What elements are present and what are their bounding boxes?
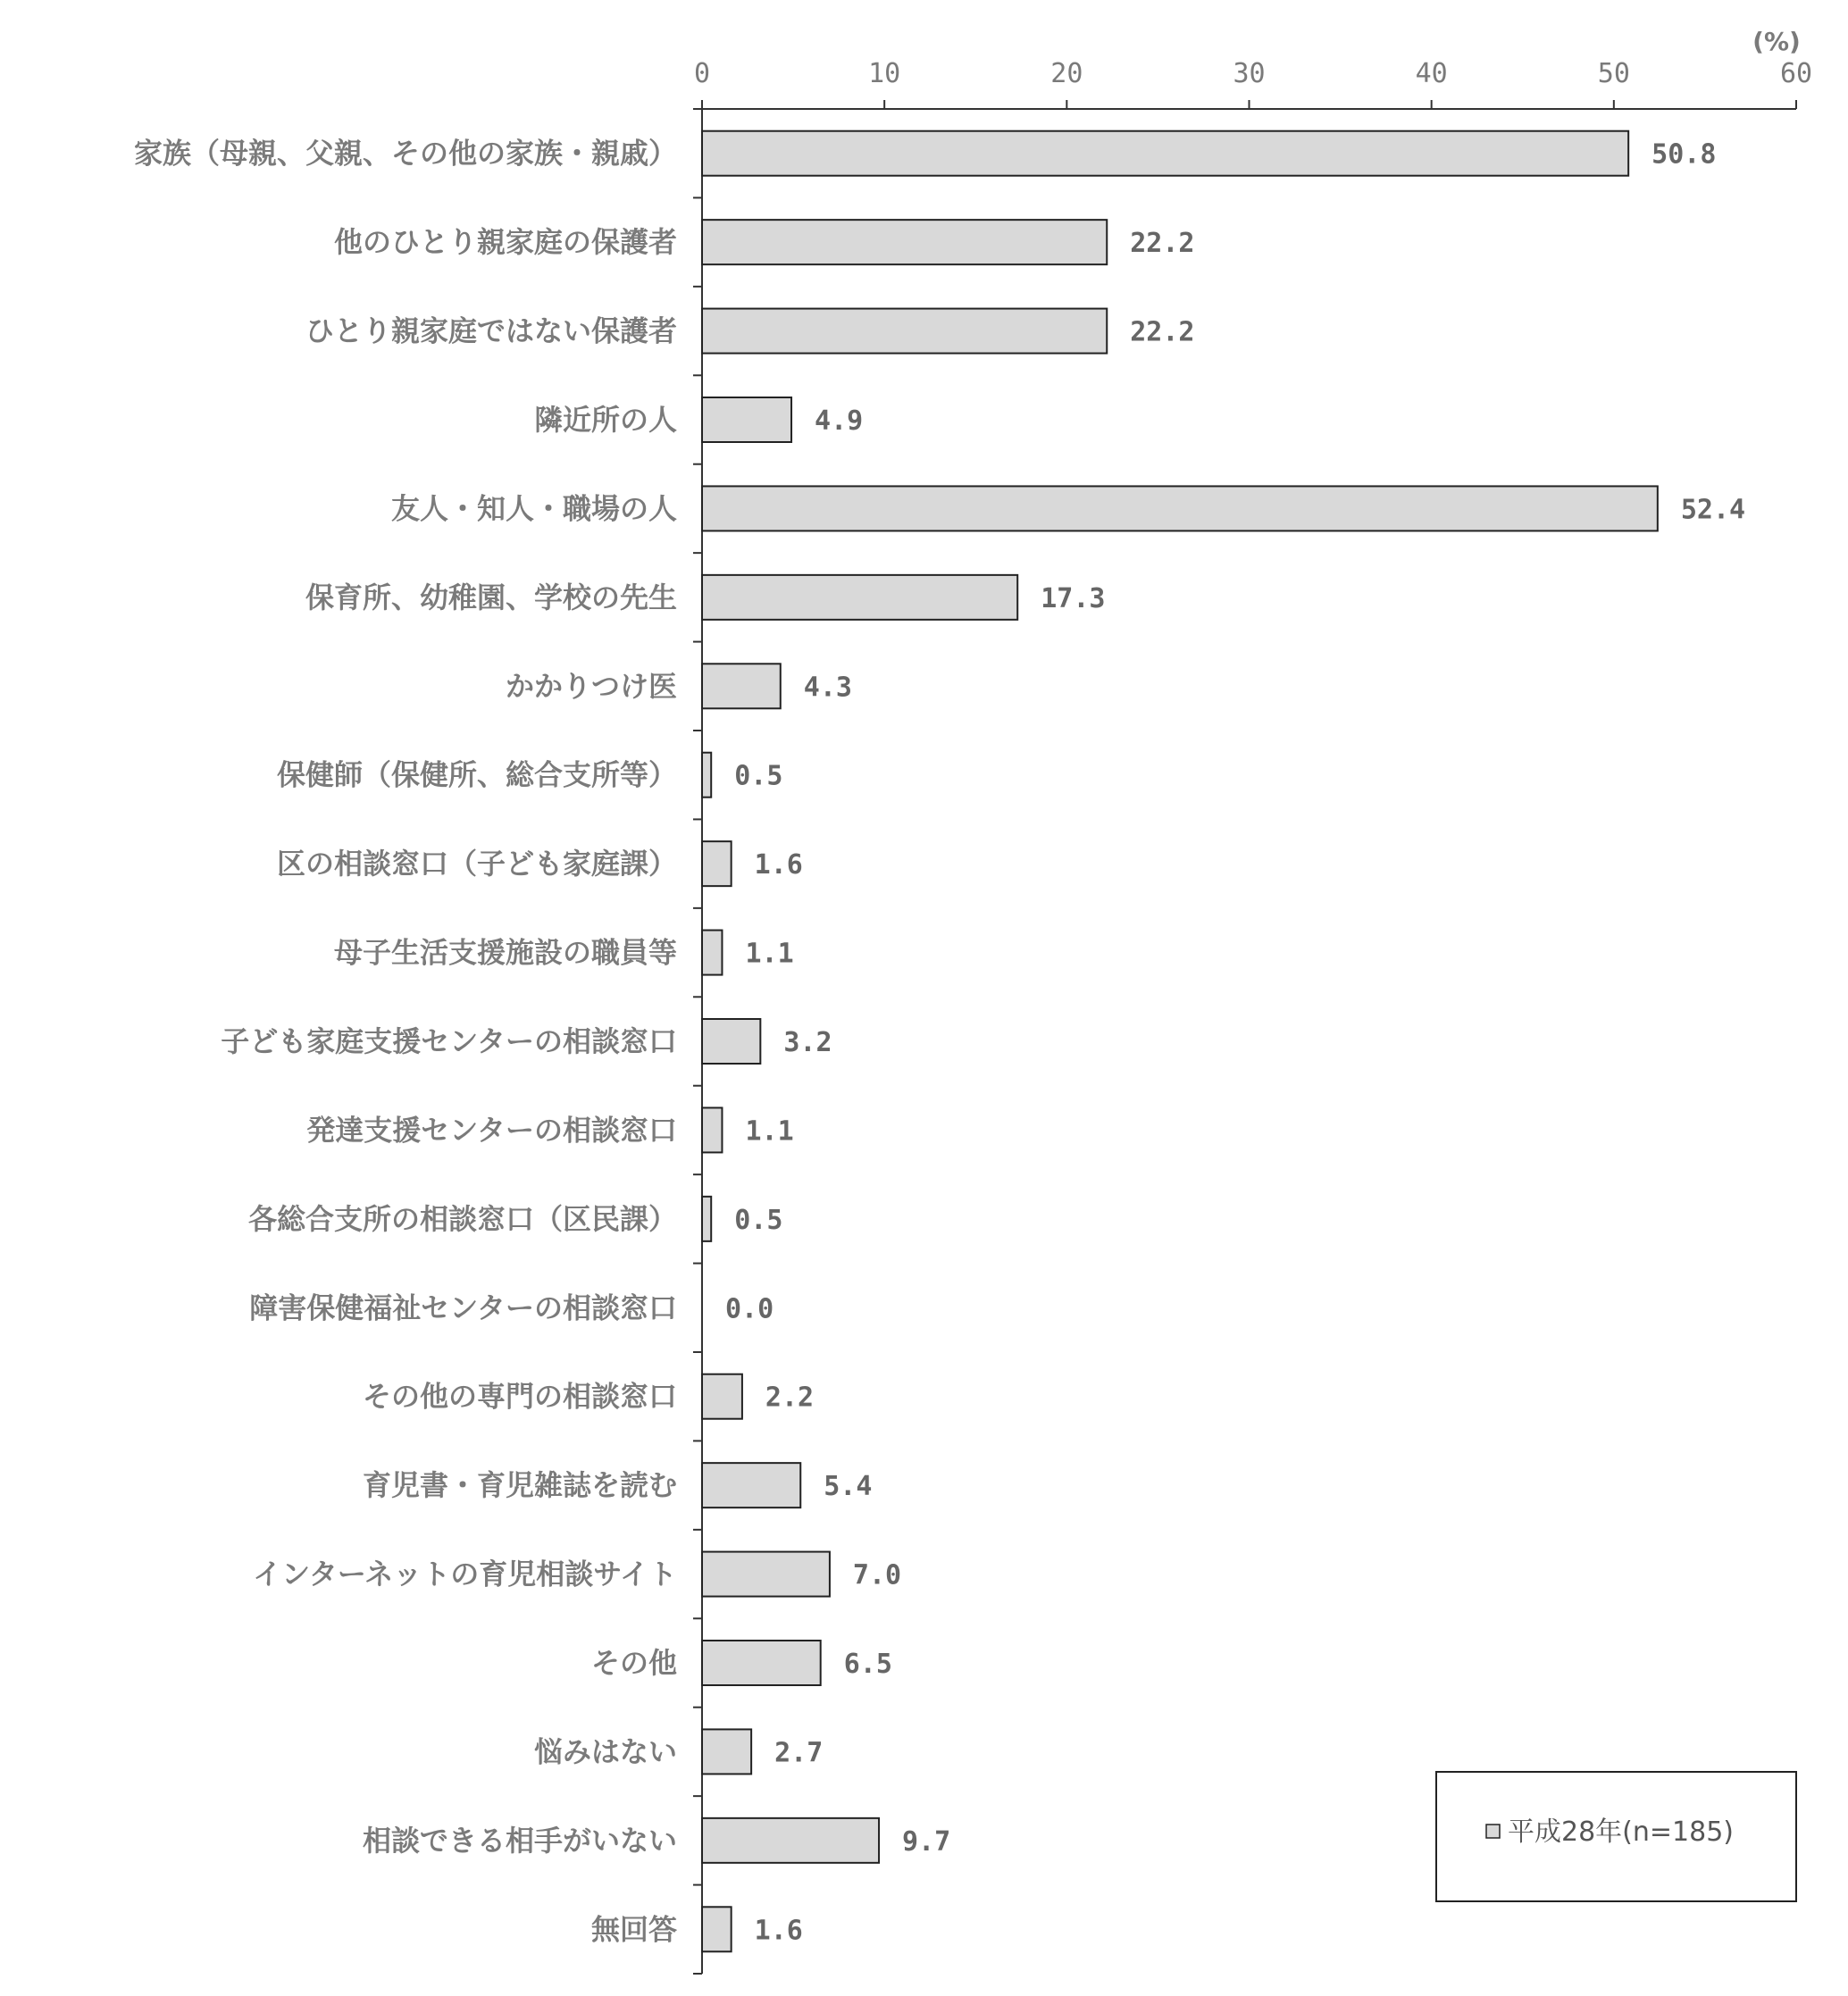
data-label: 4.9 bbox=[815, 405, 864, 437]
bar bbox=[702, 1463, 800, 1507]
data-label: 1.1 bbox=[745, 938, 794, 970]
legend bbox=[1436, 1772, 1796, 1901]
category-label: 区の相談窓口（子ども家庭課） bbox=[276, 847, 677, 881]
category-label: 各総合支所の相談窓口（区民課） bbox=[247, 1201, 677, 1236]
category-label: 友人・知人・職場の人 bbox=[390, 491, 677, 526]
category-label: その他 bbox=[590, 1646, 677, 1680]
category-label: 悩みはない bbox=[533, 1734, 677, 1769]
data-label: 0.0 bbox=[725, 1293, 774, 1325]
bar bbox=[702, 1552, 830, 1597]
data-label: 52.4 bbox=[1680, 494, 1746, 526]
legend-label: 平成28年(n=185) bbox=[1508, 1816, 1734, 1848]
category-label: 母子生活支援施設の職員等 bbox=[333, 935, 677, 970]
bar bbox=[702, 1019, 760, 1064]
data-label: 0.5 bbox=[734, 760, 783, 792]
data-label: 22.2 bbox=[1130, 228, 1195, 260]
category-label: ひとり親家庭ではない保護者 bbox=[305, 313, 677, 348]
data-label: 17.3 bbox=[1041, 582, 1106, 614]
bar bbox=[702, 1107, 722, 1152]
bar bbox=[702, 753, 711, 798]
data-label: 6.5 bbox=[843, 1649, 892, 1680]
x-tick-label: 20 bbox=[1050, 58, 1083, 89]
x-tick-label: 30 bbox=[1233, 58, 1266, 89]
x-tick-label: 60 bbox=[1779, 58, 1813, 89]
category-label: 隣近所の人 bbox=[533, 403, 677, 437]
data-label: 9.7 bbox=[902, 1825, 951, 1858]
data-label: 22.2 bbox=[1130, 316, 1195, 348]
category-label: 障害保健福祉センターの相談窓口 bbox=[249, 1290, 677, 1325]
category-label: 相談できる相手がいない bbox=[362, 1823, 677, 1858]
category-label: 家族（母親、父親、その他の家族・親戚） bbox=[133, 136, 677, 171]
y-axis bbox=[134, 109, 702, 1974]
category-label: インターネットの育児相談サイト bbox=[253, 1557, 677, 1591]
bar bbox=[702, 397, 791, 442]
bar bbox=[702, 664, 781, 708]
bar bbox=[702, 1374, 742, 1419]
bar bbox=[702, 1907, 732, 1951]
bar bbox=[702, 1818, 879, 1863]
data-label: 0.5 bbox=[734, 1204, 783, 1236]
bar bbox=[702, 841, 732, 886]
data-label: 1.6 bbox=[754, 849, 803, 881]
data-label: 1.1 bbox=[745, 1115, 794, 1148]
category-label: 発達支援センターの相談窓口 bbox=[306, 1113, 677, 1148]
bar bbox=[702, 1197, 711, 1241]
unit-label: (%) bbox=[1752, 27, 1801, 56]
data-label: 7.0 bbox=[852, 1559, 902, 1591]
data-label: 2.2 bbox=[765, 1382, 815, 1414]
x-tick-label: 50 bbox=[1597, 58, 1630, 89]
x-tick-label: 0 bbox=[693, 58, 711, 89]
category-label: 保育所、幼稚園、学校の先生 bbox=[305, 580, 677, 614]
data-label: 1.6 bbox=[754, 1915, 803, 1947]
bar bbox=[702, 575, 1017, 620]
data-label: 3.2 bbox=[783, 1027, 832, 1058]
bar bbox=[702, 486, 1658, 530]
bars bbox=[702, 131, 1745, 1952]
bar bbox=[702, 1729, 751, 1774]
category-label: 保健師（保健所、総合支所等） bbox=[276, 757, 677, 792]
category-label: 子ども家庭支援センターの相談窓口 bbox=[221, 1024, 677, 1058]
category-label: 育児書・育児雑誌を読む bbox=[362, 1468, 677, 1503]
data-label: 50.8 bbox=[1651, 138, 1717, 171]
category-label: その他の専門の相談窓口 bbox=[362, 1379, 677, 1414]
bar bbox=[702, 931, 722, 975]
x-axis bbox=[694, 27, 1812, 109]
bar bbox=[702, 220, 1107, 264]
bar bbox=[702, 309, 1107, 354]
legend-swatch bbox=[1486, 1825, 1500, 1838]
category-label: かかりつけ医 bbox=[505, 669, 677, 704]
bar bbox=[702, 1641, 821, 1685]
data-label: 4.3 bbox=[803, 672, 852, 704]
category-label: 無回答 bbox=[590, 1912, 677, 1947]
data-label: 5.4 bbox=[824, 1471, 873, 1503]
data-label: 2.7 bbox=[774, 1737, 824, 1769]
x-tick-label: 10 bbox=[868, 58, 901, 89]
category-label: 他のひとり親家庭の保護者 bbox=[333, 225, 677, 260]
bar bbox=[702, 131, 1628, 176]
x-tick-label: 40 bbox=[1415, 58, 1448, 89]
